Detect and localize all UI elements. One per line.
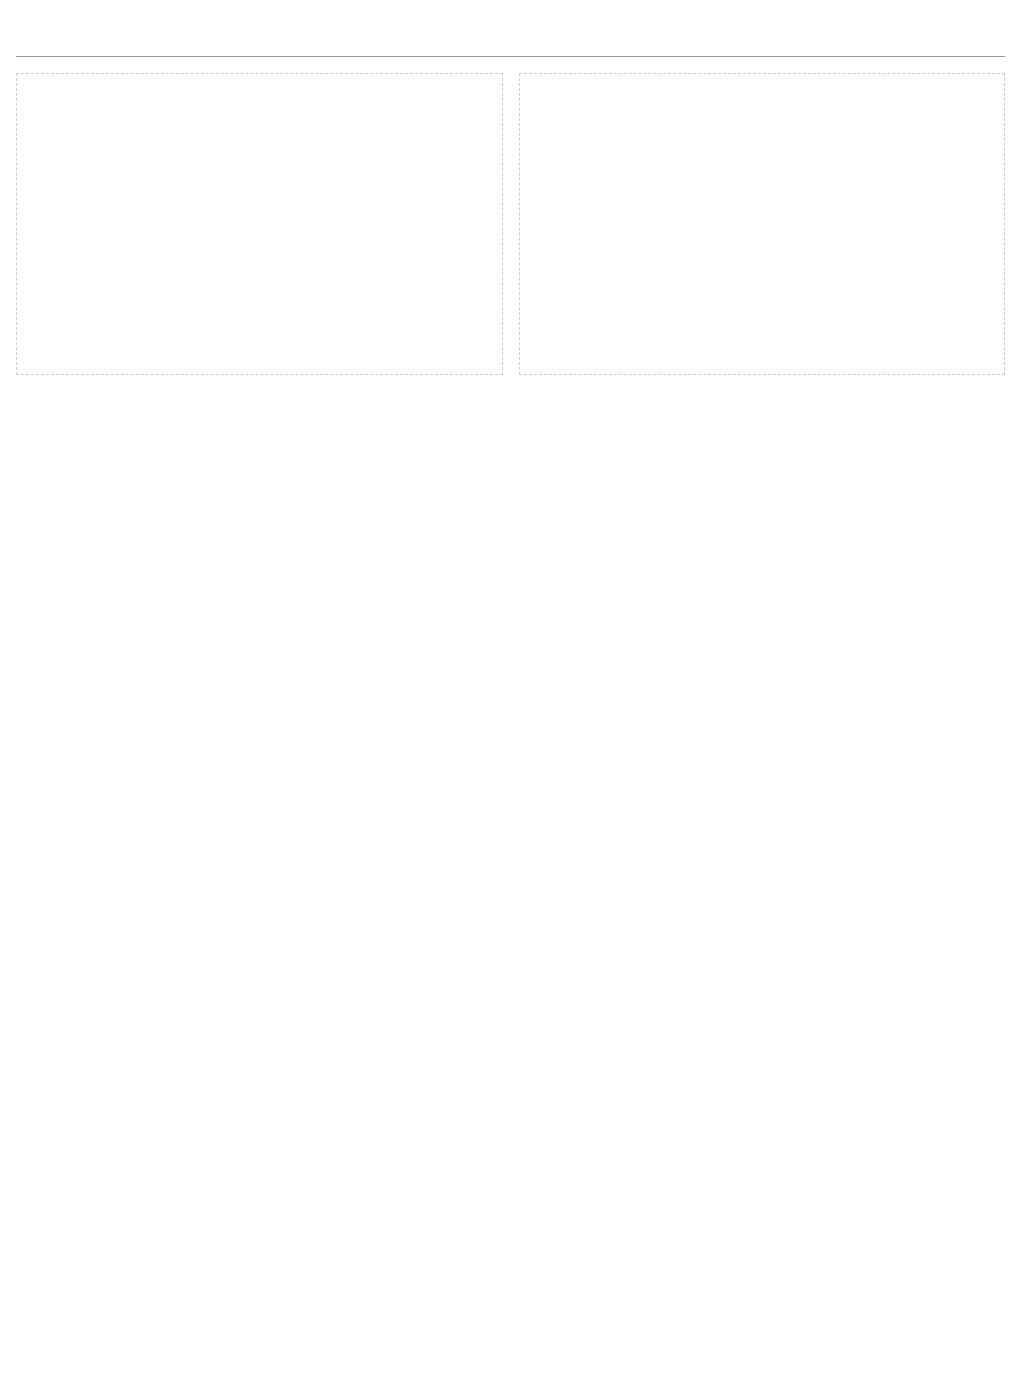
column-left [16,73,503,375]
masthead [16,16,1005,57]
body-columns [16,73,1005,375]
column-right [519,73,1006,375]
